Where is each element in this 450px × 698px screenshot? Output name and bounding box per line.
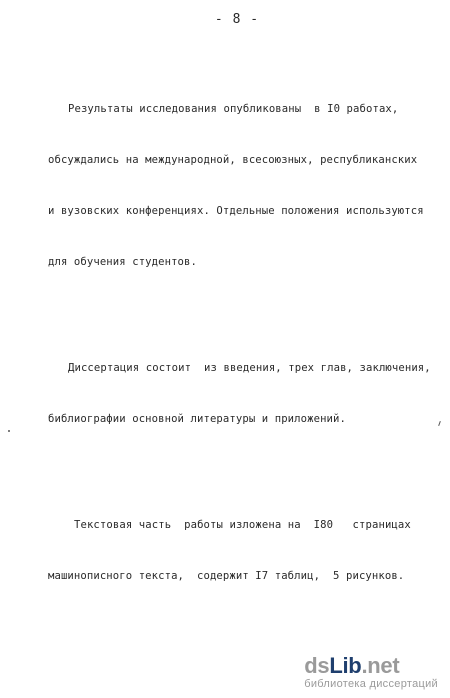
- logo-lib: Lib: [329, 653, 362, 678]
- paragraph-1-line-3: и вузовских конференциях. Отдельные положения используются: [48, 205, 424, 217]
- paragraph-gap: [48, 305, 443, 309]
- dslib-logo: [304, 655, 438, 677]
- logo-net: .net: [361, 653, 400, 678]
- paragraph-1-line-2: обсуждались на международной, всесоюзных, республиканских: [48, 154, 418, 166]
- watermark-tagline: библиотека диссертаций: [304, 678, 438, 690]
- paragraph-3-line-1: Текстовая часть работы изложена на I80 страницах: [74, 519, 411, 531]
- scan-speck-left: [8, 430, 10, 432]
- dslib-watermark: [304, 655, 438, 690]
- paragraph-3-line-2: машинописного текста, содержит I7 таблиц, 5 рисунков.: [48, 570, 405, 582]
- document-body: [48, 50, 443, 619]
- paragraph-1-line-1: Результаты исследования опубликованы в I0 работах,: [68, 103, 399, 115]
- paragraph-gap: [48, 462, 443, 466]
- paragraph-2-line-2: библиографии основной литературы и приложений.: [48, 413, 346, 425]
- paragraph-1-line-4: для обучения студентов.: [48, 256, 197, 268]
- page-number: - 8 -: [214, 12, 260, 27]
- logo-ds: ds: [304, 653, 330, 678]
- paragraph-2-line-1: Диссертация состоит из введения, трех глав, заключения,: [68, 362, 431, 374]
